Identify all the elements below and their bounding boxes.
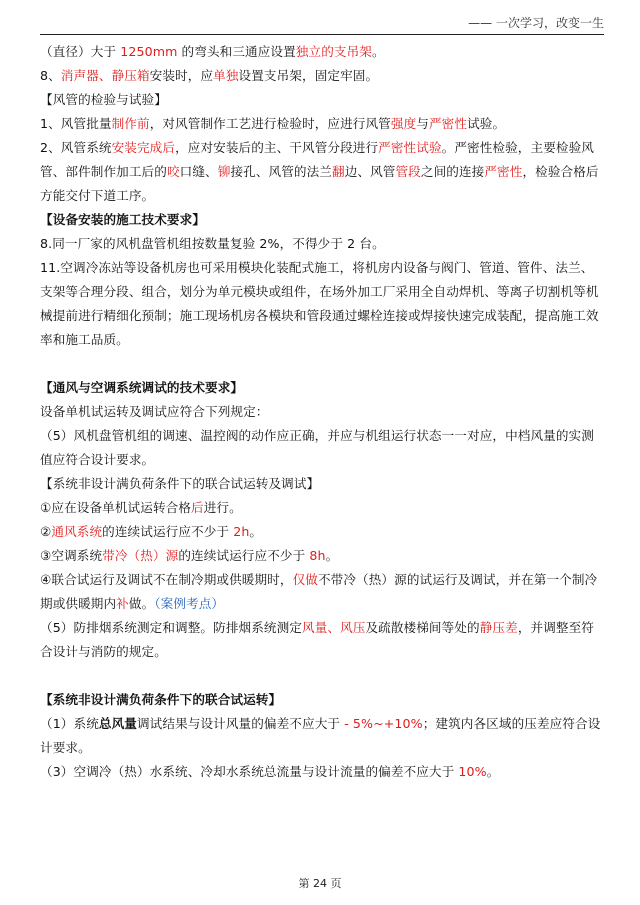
list-item-3: ③空调系统带冷（热）源的连续试运行应不少于 8h。 [40,548,339,563]
paragraph-single-test: 设备单机试运转及调试应符合下列规定： [40,404,269,419]
header-divider [40,34,604,35]
page-number: 第 24 页 [298,877,342,890]
paragraph-water-flow: （3）空调冷（热）水系统、冷却水系统总流量与设计流量的偏差不应大于 10%。 [40,764,500,779]
section-heading-joint-run: 【系统非设计满负荷条件下的联合试运转】 [40,692,282,707]
paragraph-duct-system: 2、风管系统安装完成后，应对安装后的主、干风管分段进行严密性试验。严密性检验，主要检验风管、部件制作加工后的咬口缝、铆接孔、风管的法兰翻边、风管管段之间的连接严密性，检验合格后方能交付下道工序。 [40,140,599,203]
document-body [40,40,606,784]
paragraph-fan-coil-speed: （5）风机盘管机组的调速、温控阀的动作应正确，并应与机组运行状态一一对应，中档风量的实测值应符合设计要求。 [40,428,594,467]
paragraph-total-air: （1）系统总风量调试结果与设计风量的偏差不应大于 - 5%~+10%；建筑内各区域的压差应符合设计要求。 [40,716,601,755]
spacer [40,664,606,688]
paragraph-duct-batch: 1、风管批量制作前，对风管制作工艺进行检验时，应进行风管强度与严密性试验。 [40,116,506,131]
page-header: —— 一次学习，改变一生 [468,16,604,30]
section-heading-commissioning: 【通风与空调系统调试的技术要求】 [40,380,244,395]
section-heading-equipment: 【设备安装的施工技术要求】 [40,212,206,227]
paragraph-silencer: 8、消声器、静压箱安装时，应单独设置支吊架，固定牢固。 [40,68,379,83]
paragraph-smoke-exhaust: （5）防排烟系统测定和调整。防排烟系统测定风量、风压及疏散楼梯间等处的静压差，并调整至符合设计与消防的规定。 [40,620,594,659]
paragraph-modular: 11.空调冷冻站等设备机房也可采用模块化装配式施工，将机房内设备与阀门、管道、管件、法兰、支架等合理分段、组合，划分为单元模块或组件，在场外加工厂采用全自动焊机、等离子切割机等机械提前进行精细化预制；施工现场机房各模块和管段通过螺栓连接或焊接快速完成装配，提高施工效率和施工品质。 [40,260,599,347]
list-item-1: ①应在设备单机试运转合格后进行。 [40,500,242,515]
list-item-2: ②通风系统的连续试运行应不少于 2h。 [40,524,263,539]
case-point-tag: （案例考点） [154,596,225,611]
list-item-4: ④联合试运行及调试不在制冷期或供暖期时，仅做不带冷（热）源的试运行及调试，并在第一个制冷期或供暖期内补做。（案例考点） [40,572,598,611]
spacer [40,352,606,376]
section-heading-joint-test: 【系统非设计满负荷条件下的联合试运转及调试】 [40,476,320,491]
paragraph-fan-coil: 8.同一厂家的风机盘管机组按数量复验 2%，不得少于 2 台。 [40,236,385,251]
section-heading-duct-test: 【风管的检验与试验】 [40,92,167,107]
paragraph-elbow-support: （直径）大于 1250mm 的弯头和三通应设置独立的支吊架。 [40,44,385,59]
